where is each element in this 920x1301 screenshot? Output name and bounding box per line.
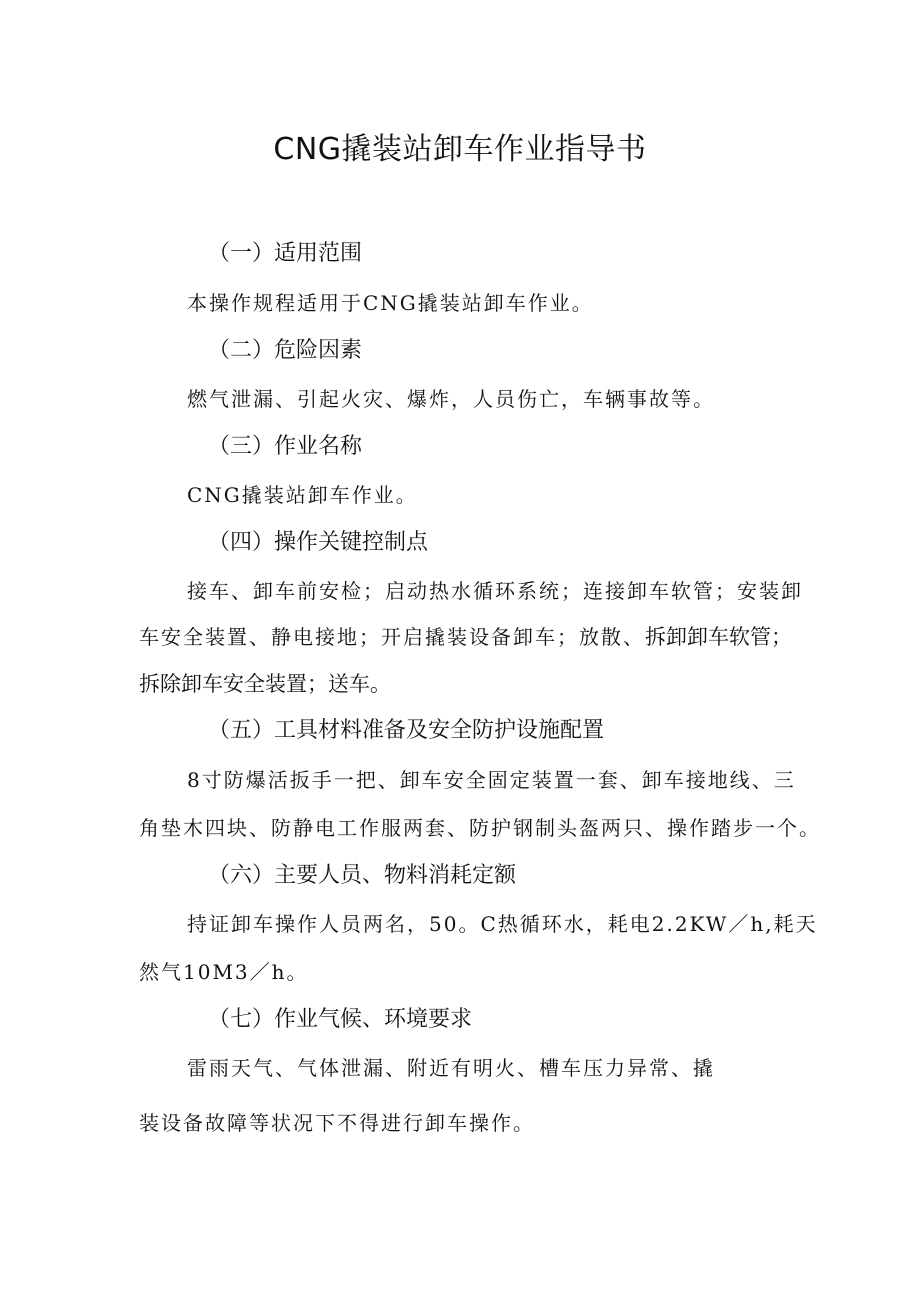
section-6-heading: （六）主要人员、物料消耗定额 bbox=[208, 863, 517, 888]
section-4-line-2-b: 拆卸卸车软管； bbox=[645, 625, 792, 649]
section-1-text: 本操作规程适用于CNG撬装站卸车作业。 bbox=[187, 291, 594, 315]
section-6-line-2: 然气10M3／h。 bbox=[139, 960, 309, 984]
document-title: CNG撬装站卸车作业指导书 bbox=[273, 132, 647, 167]
section-5-line-1: 8寸防爆活扳手一把、卸车安全固定装置一套、卸车接地线、三 bbox=[187, 768, 796, 792]
section-6-line-1: 持证卸车操作人员两名，50。C热循环水，耗电2.2KW／h,耗天 bbox=[187, 912, 818, 936]
section-4-line-2-a: 车安全装置、静电接地；开启撬装设备卸车；放散、 bbox=[139, 625, 645, 649]
section-4-heading: （四）操作关键控制点 bbox=[208, 530, 429, 555]
section-7-line-1: 雷雨天气、气体泄漏、附近有明火、槽车压力异常、撬 bbox=[187, 1056, 715, 1080]
section-4-line-3: 拆除卸车安全装置；送车。 bbox=[139, 672, 391, 696]
section-7-heading: （七）作业气候、环境要求 bbox=[208, 1007, 473, 1032]
section-7-line-2: 装设备故障等状况下不得进行卸车操作。 bbox=[139, 1111, 535, 1135]
section-3-heading: （三）作业名称 bbox=[208, 434, 363, 459]
section-1-heading: （一）适用范围 bbox=[208, 241, 363, 266]
section-4-line-2 bbox=[139, 622, 792, 652]
section-4-line-1: 接车、卸车前安检；启动热水循环系统；连接卸车软管；安装卸 bbox=[187, 579, 803, 603]
section-5-line-2: 角垫木四块、防静电工作服两套、防护钢制头盔两只、操作踏步一个。 bbox=[139, 816, 821, 840]
section-2-heading: （二）危险因素 bbox=[208, 338, 363, 363]
section-3-text: CNG撬装站卸车作业。 bbox=[187, 483, 418, 507]
section-5-heading: （五）工具材料准备及安全防护设施配置 bbox=[208, 718, 605, 743]
section-2-text: 燃气泄漏、引起火灾、爆炸，人员伤亡，车辆事故等。 bbox=[187, 387, 715, 411]
